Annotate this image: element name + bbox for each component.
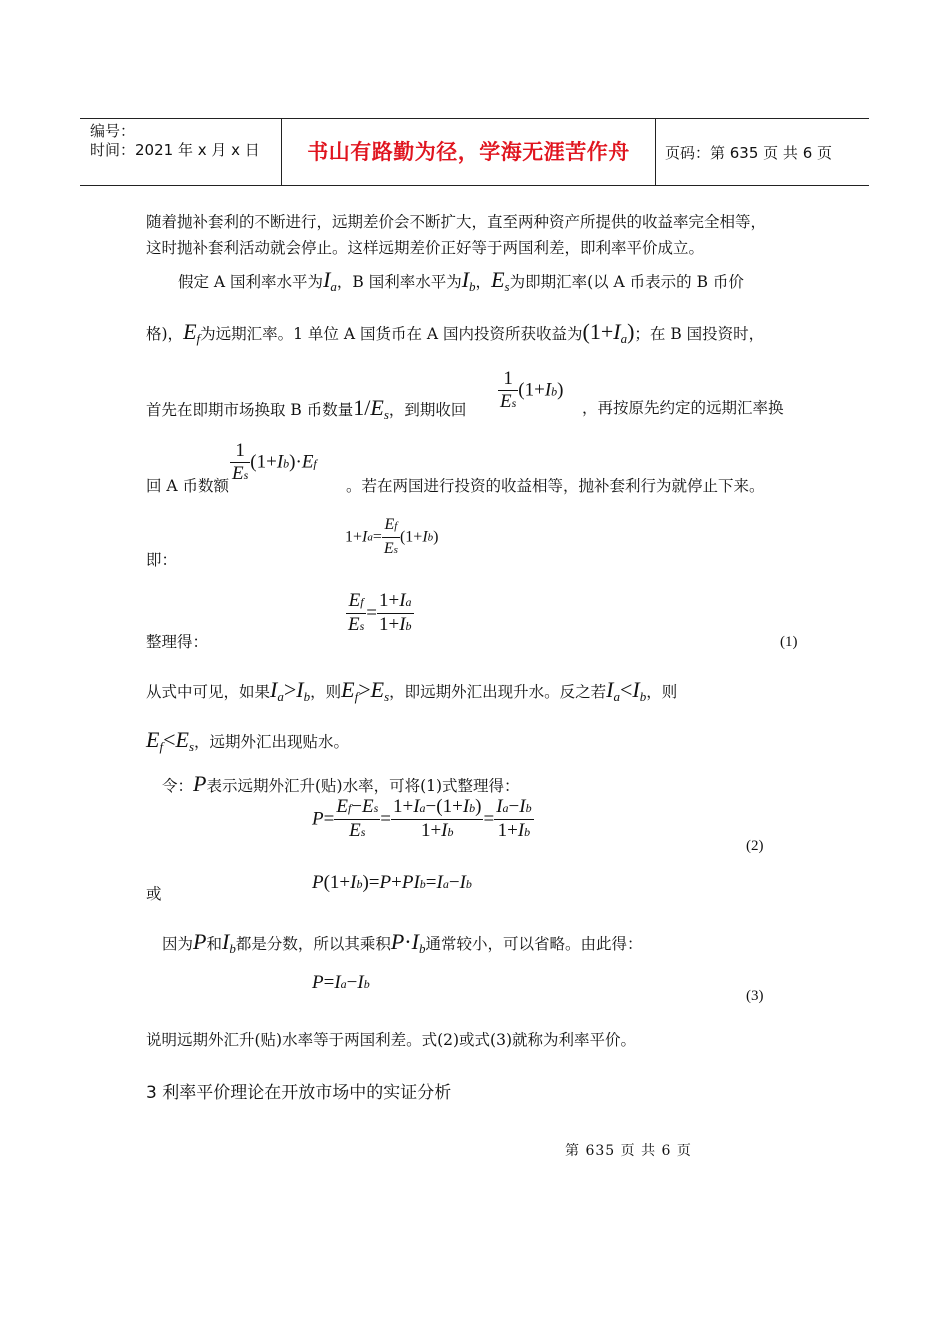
paragraph-line: 回 A 币数额 [146,477,230,495]
equation-number: (3) [746,988,764,1004]
time-label: 时间：2021 年 x 月 x 日 [90,141,260,159]
text-fragment: ，即远期外汇出现升水。反之若 [389,683,607,701]
paragraph-line: 假定 A 国利率水平为$I_a$，B 国利率水平为$I_b$，$E_s$为即期汇率(以 A 币表示的 B 币价 [178,267,744,294]
paragraph-line: 从式中可见，如果$I_a>I_b$，则$E_f>E_s$，即远期外汇出现升水。反之若$I_a<I_b$，则 [146,677,678,704]
paragraph-line: 令：P表示远期外汇升(贴)水率，可将(1)式整理得： [162,771,520,796]
equation-number: (1) [780,634,798,650]
text-fragment: ，则 [646,683,678,701]
motto: 书山有路勤为径，学海无涯苦作舟 [281,119,656,185]
text-fragment: 都是分数，所以其乘积 [235,935,391,953]
paragraph-line: 说明远期外汇升(贴)水率等于两国利差。式(2)或式(3)就称为利率平价。 [146,1031,637,1049]
text-fragment: 假定 A 国利率水平为 [178,273,324,291]
text-fragment: 和 [206,935,222,953]
paragraph-line: 格)，$E_f$为远期汇率。1 单位 A 国货币在 A 国内投资所获收益为$(1+I_a)$；在 B 国投资时， [146,319,765,346]
equation-2: P= $\frac{Ef-Es}{Es}$ = $\frac{1+Ia-(1+Ib)}{1+Ib}$ = $\frac{Ia-Ib}{1+Ib}$ [312,796,532,841]
formula-return: $\frac{1}{Es}$ (1+Ib) [500,368,564,412]
paragraph-line: 。若在两国进行投资的收益相等，抛补套利行为就停止下来。 [346,477,765,495]
text-fragment: ，则 [310,683,342,701]
header-info-cell [80,119,280,185]
page-label: 页码：第 635 页 共 6 页 [665,144,833,162]
section-heading: 3 利率平价理论在开放市场中的实证分析 [146,1083,452,1103]
text-fragment: 通常较小，可以省略。由此得： [425,935,643,953]
text-fragment: 为远期汇率。1 单位 A 国货币在 A 国内投资所获收益为 [200,325,583,343]
equation-1: $\frac{Ef}{Es}$ = $\frac{1+Ia}{1+Ib}$ [348,590,412,635]
page-header [80,118,869,186]
paragraph-line: ，再按原先约定的远期汇率换 [582,399,784,417]
text-fragment: 令： [162,777,194,795]
paragraph-line: 随着抛补套利的不断进行，远期差价会不断扩大，直至两种资产所提供的收益率完全相等， [146,213,767,231]
text-fragment: 因为 [162,935,194,953]
equation-number: (2) [746,838,764,854]
text-fragment: ，B 国利率水平为 [336,273,462,291]
label-zhengli: 整理得： [146,633,209,651]
paragraph-line: 因为P和$I_b$都是分数，所以其乘积$P\cdot I_b$通常较小，可以省略。由此得： [162,929,643,956]
equation-3: P=Ia−Ib [312,972,370,993]
number-label: 编号： [90,122,136,140]
label-huo: 或 [146,885,162,903]
text-fragment: ，到期收回 [388,401,467,419]
label-ji: 即： [146,551,178,569]
paragraph-line: 这时抛补套利活动就会停止。这样远期差价正好等于两国利差，即利率平价成立。 [146,239,705,257]
text-fragment: 首先在即期市场换取 B 币数量 [146,401,354,419]
text-fragment: 表示远期外汇升(贴)水率，可将(1)式整理得： [206,777,520,795]
text-fragment: ， [475,273,492,291]
equation-2b: P(1+Ib)=P+PIb=Ia−Ib [312,872,472,893]
page-footer: 第 635 页 共 6 页 [565,1143,692,1159]
text-fragment: 从式中可见，如果 [146,683,271,701]
formula-amount: $\frac{1}{Es}$ (1+Ib)·Ef [232,440,317,484]
equation-parity: 1+Ia= $\frac{Ef}{Es}$ (1+Ib) [345,516,439,557]
text-fragment: ；在 B 国投资时， [634,325,765,343]
paragraph-line: 首先在即期市场换取 B 币数量$1/E_s$，到期收回 [146,395,467,422]
text-fragment: ，远期外汇出现贴水。 [194,733,350,751]
text-fragment: 格)， [146,325,184,343]
text-fragment: 为即期汇率(以 A 币表示的 B 币价 [509,273,744,291]
paragraph-line: $E_f<E_s$，远期外汇出现贴水。 [146,727,350,754]
